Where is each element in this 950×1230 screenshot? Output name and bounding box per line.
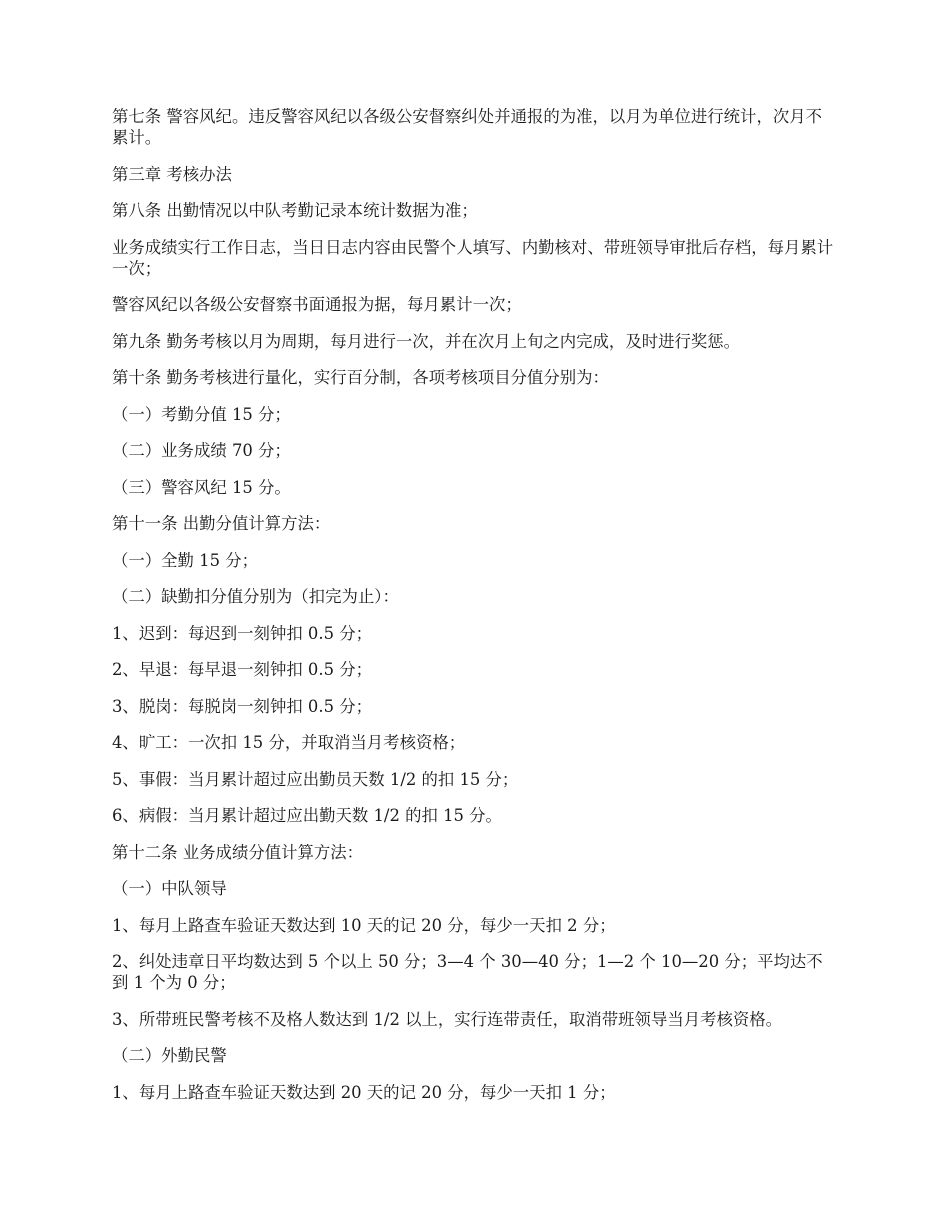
squad-leader-heading: （一）中队领导: [112, 879, 227, 898]
article-9-paragraph: 第九条 勤务考核以月为周期，每月进行一次，并在次月上旬之内完成，及时进行奖惩。: [112, 331, 741, 351]
article-12-paragraph: 第十二条 业务成绩分值计算方法：: [112, 842, 364, 862]
list-item-personal-leave: 5、事假：当月累计超过应出勤员天数 1/2 的扣 15 分；: [112, 769, 519, 789]
chapter-3-heading: 第三章 考核办法: [112, 164, 232, 184]
list-item-late: 1、迟到：每迟到一刻钟扣 0.5 分；: [112, 623, 372, 643]
score-item-attendance: （一）考勤分值 15 分；: [112, 404, 291, 424]
full-attendance-item: （一）全勤 15 分；: [112, 550, 259, 570]
work-log-paragraph: 业务成绩实行工作日志，当日日志内容由民警个人填写、内勤核对、带班领导审批后存档，每月累计一次；: [112, 237, 834, 278]
discipline-notice-paragraph: 警容风纪以各级公安督察书面通报为据，每月累计一次；: [112, 295, 522, 314]
list-item-off-post: 3、脱岗：每脱岗一刻钟扣 0.5 分；: [112, 696, 372, 716]
list-item-leader-joint-liability: 3、所带班民警考核不及格人数达到 1/2 以上，实行连带责任，取消带班领导当月考核资格。: [112, 1009, 783, 1029]
document-body: [112, 106, 838, 1118]
absence-deduction-item: （二）缺勤扣分值分别为（扣完为止）：: [112, 587, 399, 606]
list-item-sick-leave: 6、病假：当月累计超过应出勤天数 1/2 的扣 15 分。: [112, 806, 502, 825]
article-7-paragraph: 第七条 警容风纪。违反警容风纪以各级公安督察纠处并通报的为准，以月为单位进行统计，次月不累计。: [112, 107, 823, 147]
score-item-discipline: （三）警容风纪 15 分。: [112, 477, 291, 497]
article-10-paragraph: 第十条 勤务考核进行量化，实行百分制，各项考核项目分值分别为：: [112, 368, 609, 387]
list-item-leader-violations: 2、纠处违章日平均数达到 5 个以上 50 分；3—4 个 30—40 分；1—2 个 10—20 分；平均达不到 1 个为 0 分；: [112, 952, 823, 992]
article-8-paragraph: 第八条 出勤情况以中队考勤记录本统计数据为准；: [112, 201, 478, 220]
list-item-early-leave: 2、早退：每早退一刻钟扣 0.5 分；: [112, 660, 372, 679]
article-11-paragraph: 第十一条 出勤分值计算方法：: [112, 514, 331, 533]
score-item-performance: （二）业务成绩 70 分；: [112, 441, 291, 460]
list-item-leader-road-check: 1、每月上路查车验证天数达到 10 天的记 20 分，每少一天扣 2 分；: [112, 915, 616, 935]
list-item-absenteeism: 4、旷工：一次扣 15 分，并取消当月考核资格；: [112, 733, 466, 752]
field-officer-heading: （二）外勤民警: [112, 1046, 227, 1065]
list-item-officer-road-check: 1、每月上路查车验证天数达到 20 天的记 20 分，每少一天扣 1 分；: [112, 1082, 616, 1102]
